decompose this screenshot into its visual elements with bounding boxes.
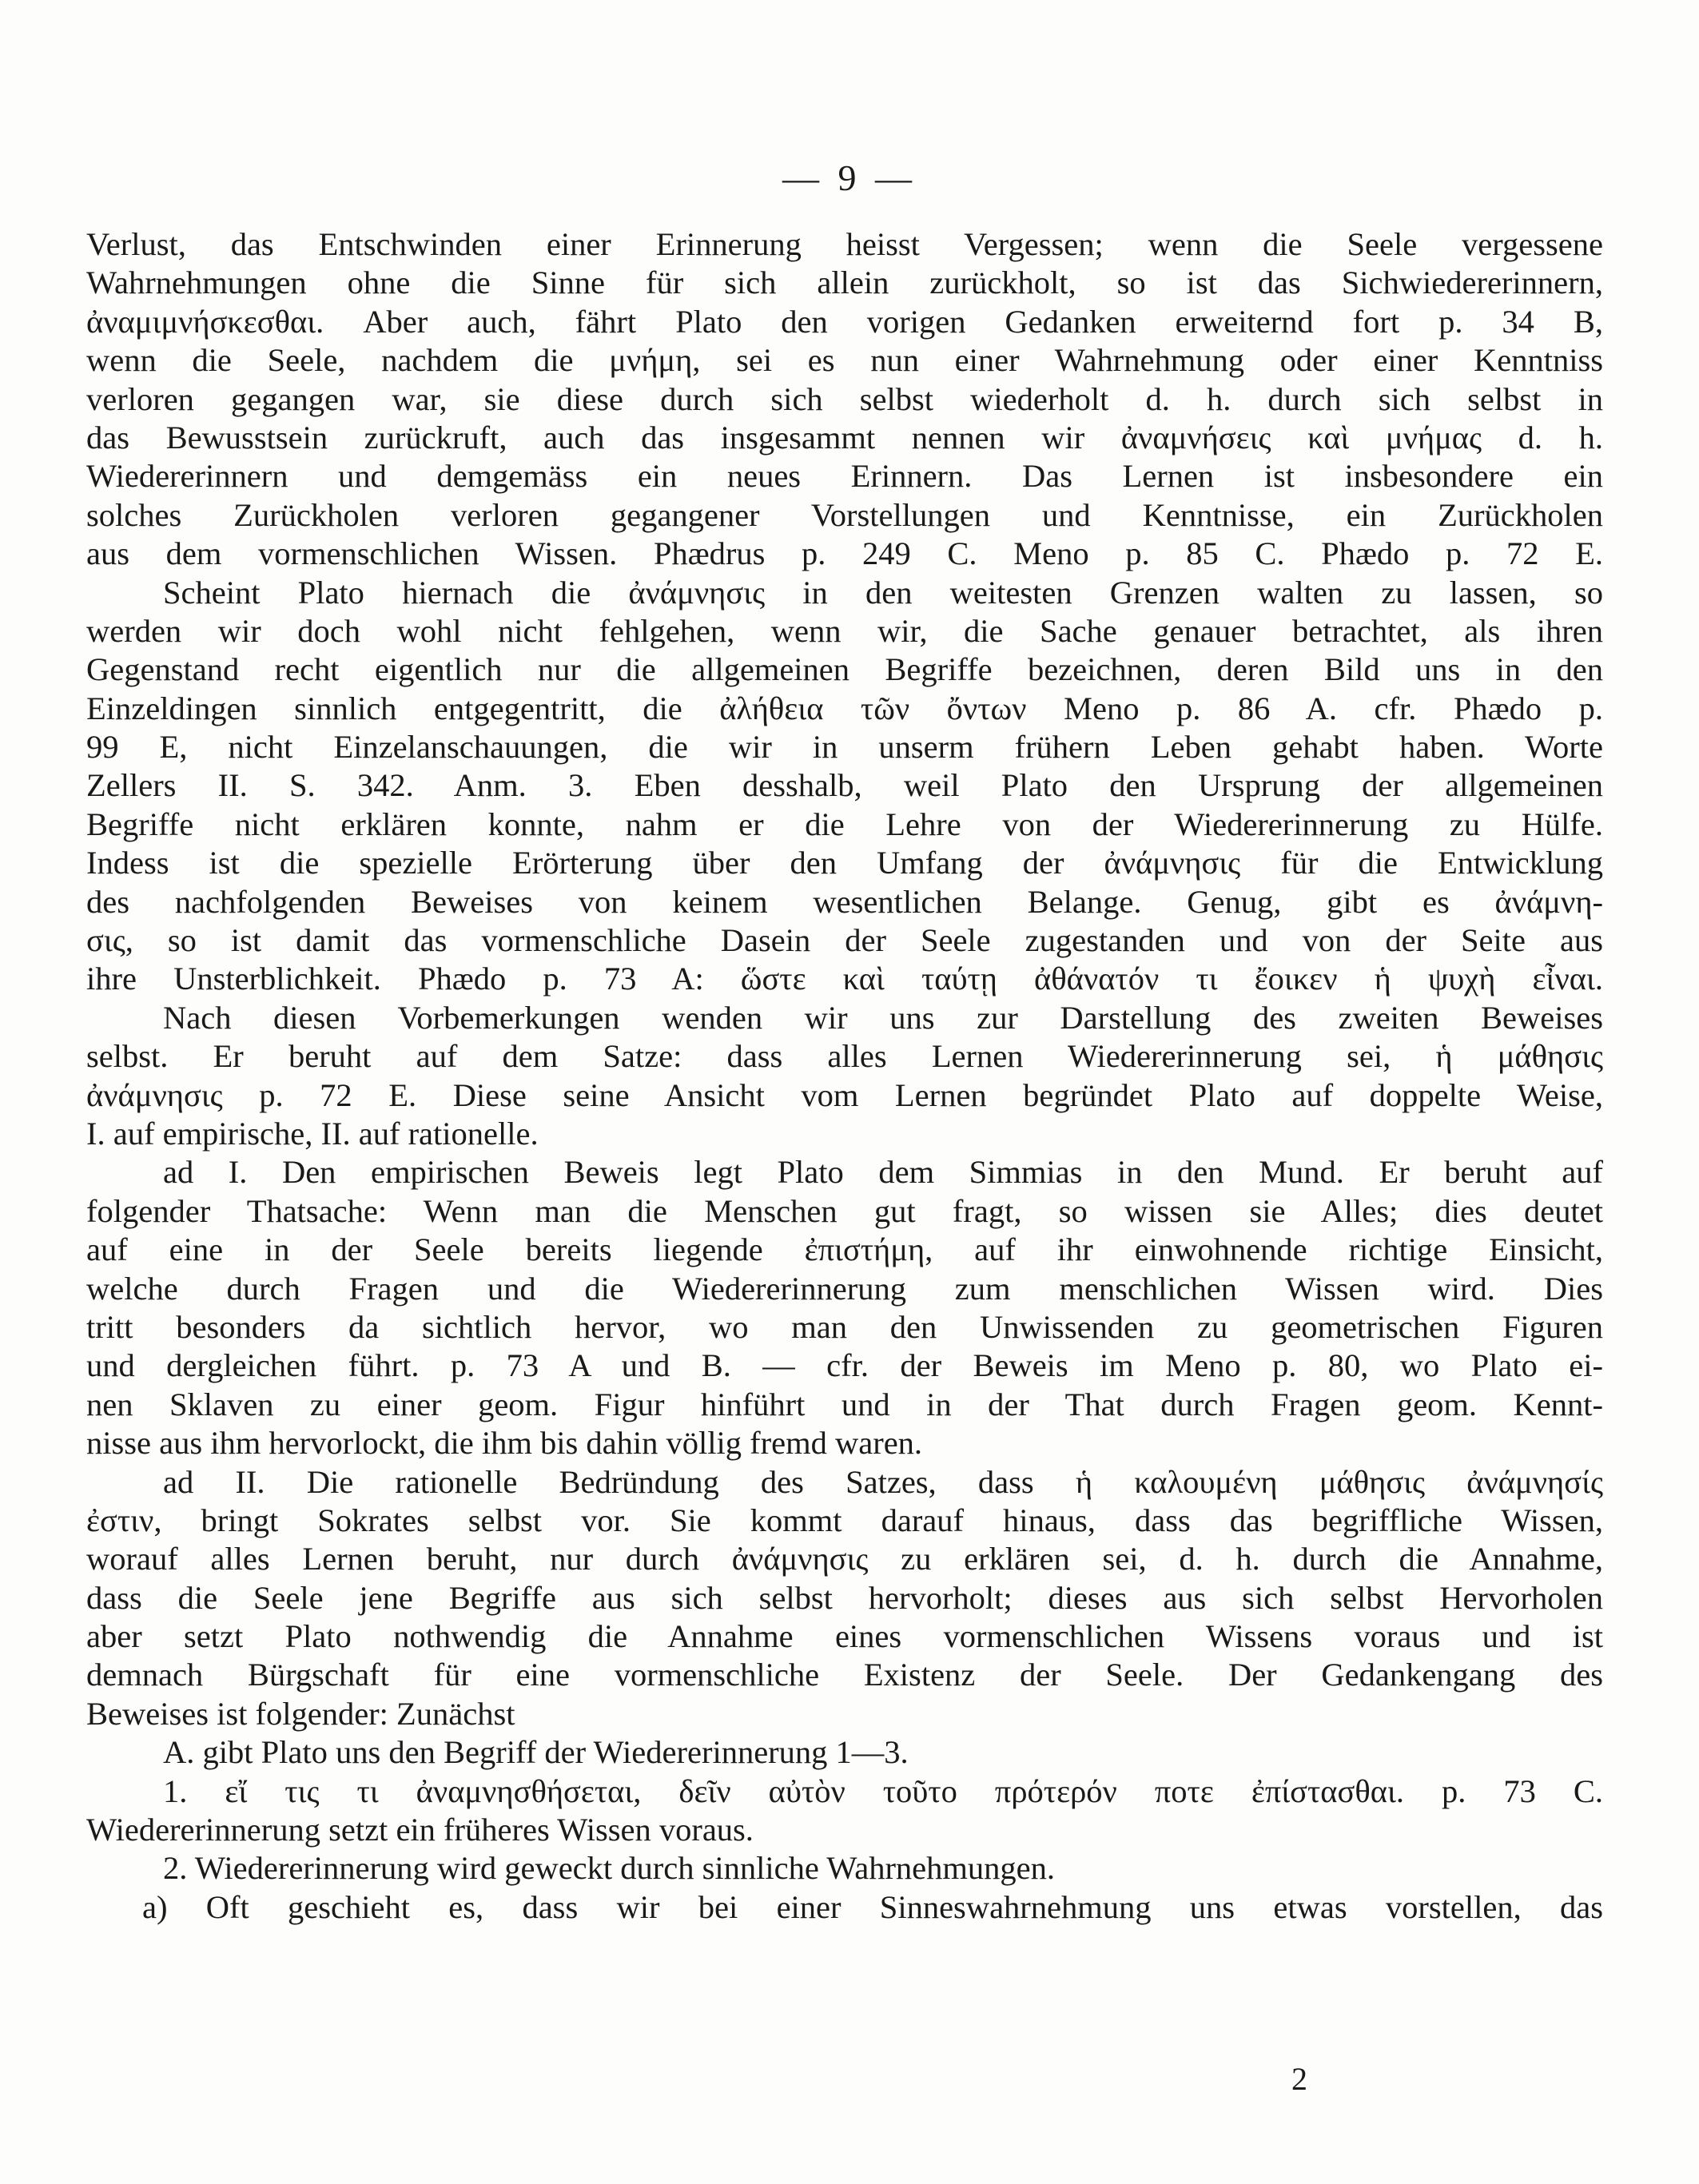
text-line: auf eine in der Seele bereits liegende ἐπιστήμη, auf ihr einwohnende richtige Einsicht,: [86, 1231, 1603, 1268]
text-line: aus dem vormenschlichen Wissen. Phædrus p. 249 C. Meno p. 85 C. Phædo p. 72 E.: [86, 535, 1603, 572]
text-line: welche durch Fragen und die Wiedererinnerung zum menschlichen Wissen wird. Dies: [86, 1270, 1603, 1307]
text-line: Einzeldingen sinnlich entgegentritt, die ἀλήθεια τῶν ὄντων Meno p. 86 A. cfr. Phædo p.: [86, 690, 1603, 726]
text-line: Indess ist die spezielle Erörterung über den Umfang der ἀνάμνησις für die Entwicklung: [86, 845, 1603, 881]
signature-mark: 2: [1291, 2061, 1307, 2097]
text-line: 1. εἴ τις τι ἀναμνησθήσεται, δεῖν αὐτὸν τοῦτο πρότερόν ποτε ἐπίστασθαι. p. 73 C.: [163, 1772, 1603, 1809]
text-line: Begriffe nicht erklären konnte, nahm er die Lehre von der Wiedererinnerung zu Hülfe.: [86, 806, 1603, 842]
text-line: nisse aus ihm hervorlockt, die ihm bis dahin völlig fremd waren.: [86, 1425, 923, 1462]
text-line: folgender Thatsache: Wenn man die Menschen gut fragt, so wissen sie Alles; dies deutet: [86, 1192, 1603, 1229]
text-line: Beweises ist folgender: Zunächst: [86, 1695, 515, 1732]
text-line: Verlust, das Entschwinden einer Erinnerung heisst Vergessen; wenn die Seele vergessene: [86, 226, 1603, 262]
text-line: Nach diesen Vorbemerkungen wenden wir uns zur Darstellung des zweiten Beweises: [163, 999, 1603, 1036]
text-line: Scheint Plato hiernach die ἀνάμνησις in den weitesten Grenzen walten zu lassen, so: [163, 574, 1603, 611]
text-line: ihre Unsterblichkeit. Phædo p. 73 A: ὥστε καὶ ταύτῃ ἀθάνατόν τι ἔοικεν ἡ ψυχὴ εἶναι.: [86, 961, 1603, 997]
text-line: Wahrnehmungen ohne die Sinne für sich allein zurückholt, so ist das Sichwiedererinnern,: [86, 265, 1603, 301]
text-line: 2. Wiedererinnerung wird geweckt durch sinnliche Wahrnehmungen.: [163, 1850, 1056, 1887]
text-line: demnach Bürgschaft für eine vormenschliche Existenz der Seele. Der Gedankengang des: [86, 1657, 1603, 1693]
text-line: Zellers II. S. 342. Anm. 3. Eben desshalb, weil Plato den Ursprung der allgemeinen: [86, 767, 1603, 804]
text-line: I. auf empirische, II. auf rationelle.: [86, 1115, 539, 1152]
text-line: worauf alles Lernen beruht, nur durch ἀνάμνησις zu erklären sei, d. h. durch die Annahme,: [86, 1541, 1603, 1577]
text-line: nen Sklaven zu einer geom. Figur hinführt und in der That durch Fragen geom. Kennt-: [86, 1386, 1603, 1422]
text-line: ad I. Den empirischen Beweis legt Plato dem Simmias in den Mund. Er beruht auf: [163, 1154, 1603, 1191]
text-line: das Bewusstsein zurückruft, auch das insgesammt nennen wir ἀναμνήσεις καὶ μνήμας d. h.: [86, 419, 1603, 455]
text-line: wenn die Seele, nachdem die μνήμη, sei es nun einer Wahrnehmung oder einer Kenntniss: [86, 342, 1603, 379]
text-line: und dergleichen führt. p. 73 A und B. — cfr. der Beweis im Meno p. 80, wo Plato ei-: [86, 1347, 1603, 1384]
text-line: A. gibt Plato uns den Begriff der Wiedererinnerung 1—3.: [163, 1734, 909, 1771]
text-line: 99 E, nicht Einzelanschauungen, die wir in unserm frühern Leben gehabt haben. Worte: [86, 729, 1603, 766]
text-line: selbst. Er beruht auf dem Satze: dass alles Lernen Wiedererinnerung sei, ἡ μάθησις: [86, 1038, 1603, 1075]
text-line: des nachfolgenden Beweises von keinem wesentlichen Belange. Genug, gibt es ἀνάμνη-: [86, 883, 1603, 920]
text-line: ad II. Die rationelle Bedründung des Satzes, dass ἡ καλουμένη μάθησις ἀνάμνησίς: [163, 1463, 1603, 1500]
text-line: verloren gegangen war, sie diese durch sich selbst wiederholt d. h. durch sich selbst in: [86, 380, 1603, 417]
text-line: werden wir doch wohl nicht fehlgehen, wenn wir, die Sache genauer betrachtet, als ihren: [86, 612, 1603, 649]
text-line: Wiedererinnern und demgemäss ein neues Erinnern. Das Lernen ist insbesondere ein: [86, 458, 1603, 495]
text-line: solches Zurückholen verloren gegangener Vorstellungen und Kenntnisse, ein Zurückholen: [86, 496, 1603, 533]
page-number: — 9 —: [782, 157, 917, 198]
text-line: ἐστιν, bringt Sokrates selbst vor. Sie kommt darauf hinaus, dass das begriffliche Wissen,: [86, 1502, 1603, 1538]
body-text: [86, 225, 1603, 1927]
text-line: ἀναμιμνήσκεσθαι. Aber auch, fährt Plato den vorigen Gedanken erweiternd fort p. 34 B,: [86, 303, 1603, 340]
text-line: Gegenstand recht eigentlich nur die allgemeinen Begriffe bezeichnen, deren Bild uns in den: [86, 651, 1603, 688]
text-line: a) Oft geschieht es, dass wir bei einer Sinneswahrnehmung uns etwas vorstellen, das: [142, 1888, 1603, 1925]
text-line: aber setzt Plato nothwendig die Annahme eines vormenschlichen Wissens voraus und ist: [86, 1618, 1603, 1655]
text-line: tritt besonders da sichtlich hervor, wo man den Unwissenden zu geometrischen Figuren: [86, 1308, 1603, 1345]
text-line: dass die Seele jene Begriffe aus sich selbst hervorholt; dieses aus sich selbst Hervorholen: [86, 1579, 1603, 1616]
text-line: ἀνάμνησις p. 72 E. Diese seine Ansicht vom Lernen begründet Plato auf doppelte Weise,: [86, 1076, 1603, 1113]
text-line: Wiedererinnerung setzt ein früheres Wissen voraus.: [86, 1812, 754, 1848]
text-line: σις, so ist damit das vormenschliche Dasein der Seele zugestanden und von der Seite aus: [86, 922, 1603, 959]
